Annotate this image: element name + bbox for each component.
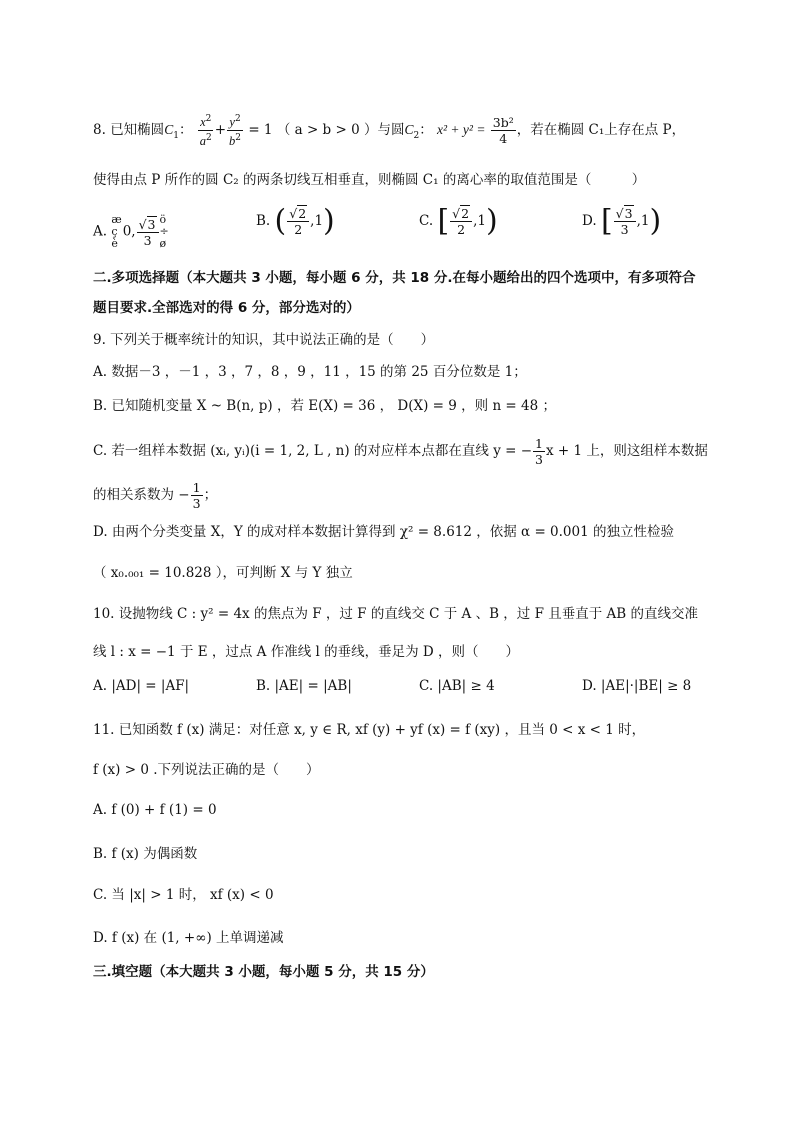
c1-sub: 1 (173, 130, 179, 141)
q11-line-2: f (x) > 0 .下列说法正确的是（ ） (93, 762, 320, 778)
q8-option-c: C. [ $\frac{√2}{2}$ ,1) (419, 203, 498, 239)
garbled-right-bracket: ö ÷ ø (159, 213, 169, 250)
q8-stem-b: ，若在椭圆 C₁上存在点 P， (516, 122, 686, 139)
q9-option-d-line-1: D. 由两个分类变量 X，Y 的成对样本数据计算得到 χ² = 8.612 ，依据 α = 0.001 的独立性检验 (93, 524, 674, 540)
q10-line-2: 线 l : x = −1 于 E ，过点 A 作准线 l 的垂线，垂足为 D ，则（ ） (93, 644, 520, 660)
q8-colon: ： (178, 122, 193, 139)
q9-option-b: B. 已知随机变量 X ~ B(n, p) ，若 E(X) = 36 ， D(X) = 9 ，则 n = 48 ； (93, 398, 557, 414)
q9-option-a: A. 数据－3 ，－1 ，3 ，7 ，8 ，9 ，11 ，15 的第 25 百分位数是 1； (93, 364, 527, 380)
c1-name: C (164, 122, 174, 138)
c2-sub: 2 (413, 130, 420, 141)
q8-condition: （ a > b > 0 ）与圆 (276, 122, 405, 139)
q9-option-c-line-1: C. 若一组样本数据 (xᵢ, yᵢ)(i = 1, 2, L , n) 的对应样本点都在直线 y = − $\frac{1}{3}$ x + 1 上，则这组样本数据 (93, 436, 708, 467)
ellipse-rhs: = 1 (248, 122, 273, 139)
q11-option-b: B. f (x) 为偶函数 (93, 846, 198, 862)
garbled-left-bracket: æ ç è (111, 213, 122, 250)
section-2-heading-line-1: 二.多项选择题（本大题共 3 小题，每小题 6 分，共 18 分.在每小题给出的四个选项中，有多项符合 (93, 270, 696, 286)
q11-line-1: 11. 已知函数 f (x) 满足：对任意 x, y ∈ R, xf (y) + yf (x) = f (xy) ，且当 0 < x < 1 时， (93, 722, 646, 738)
q8-option-a: A. æ ç è 0, $\frac{√3}{3}$ ö ÷ ø (93, 213, 169, 250)
q8-line-1: 8. 已知椭圆$C_1$： $\frac{x^2}{a^2}$ + $\frac{y^2}{b^2}$ = 1 （ a > b > 0 ）与圆$C_2$： x² + y² = $\frac{\text{3b²}}{4}$ ，若在椭圆 C₁上存在点 P， (93, 114, 686, 149)
q11-option-d: D. f (x) 在 (1, +∞) 上单调递减 (93, 930, 284, 946)
q8-number: 8. (93, 122, 106, 139)
section-3-heading: 三.填空题（本大题共 3 小题，每小题 5 分，共 15 分） (93, 964, 434, 980)
circle-frac: $\frac{\text{3b²}}{4}$ (492, 115, 514, 147)
q10-option-a: A. |AD| = |AF| (93, 678, 190, 694)
ellipse-frac-x: $\frac{x^2}{a^2}$ (199, 114, 212, 149)
q8-stem-a: 已知椭圆 (110, 122, 165, 139)
q10-option-b: B. |AE| = |AB| (256, 678, 352, 694)
q9-option-d-line-2: （ x₀.₀₀₁ = 10.828 ），可判断 X 与 Y 独立 (93, 565, 353, 581)
q9-stem: 9. 下列关于概率统计的知识，其中说法正确的是（ ） (93, 332, 435, 348)
q8-option-d: D. [ $\frac{√3}{3}$ ,1) (582, 203, 662, 239)
q11-option-a: A. f (0) + f (1) = 0 (93, 802, 217, 818)
q10-option-c: C. |AB| ≥ 4 (419, 678, 495, 694)
section-2-heading-line-2: 题目要求.全部选对的得 6 分，部分选对的） (93, 300, 360, 316)
q9-option-c-line-2: 的相关系数为 − $\frac{1}{3}$ ； (93, 480, 218, 511)
q10-line-1: 10. 设抛物线 C : y² = 4x 的焦点为 F ，过 F 的直线交 C 于 A 、B ，过 F 且垂直于 AB 的直线交准 (93, 606, 698, 622)
q8-option-b: B. ( $\frac{√2}{2}$ ,1) (256, 203, 335, 239)
q10-option-d: D. |AE|·|BE| ≥ 8 (582, 678, 692, 694)
q8-line-2: 使得由点 P 所作的圆 C₂ 的两条切线互相垂直，则椭圆 C₁ 的离心率的取值范围是（ ） (93, 172, 646, 188)
circle-lhs: x² + y² = (437, 122, 486, 138)
q11-option-c: C. 当 |x| > 1 时， xf (x) < 0 (93, 887, 274, 903)
c2-name: C (404, 122, 414, 138)
ellipse-frac-y: $\frac{y^2}{b^2}$ (229, 114, 242, 149)
